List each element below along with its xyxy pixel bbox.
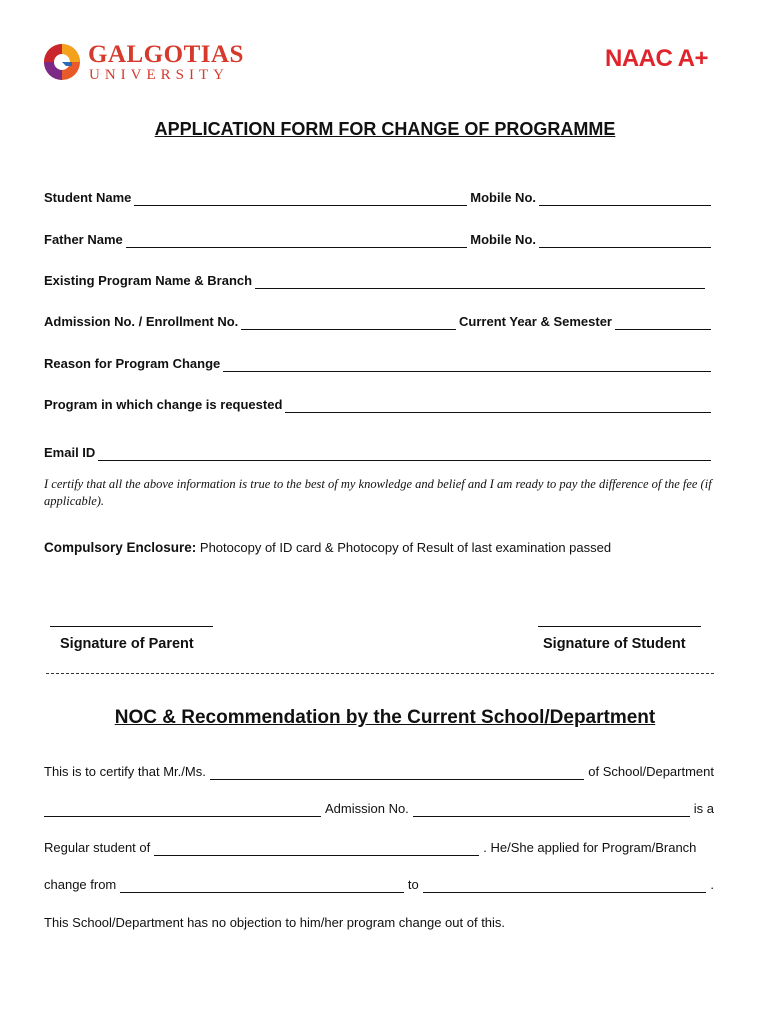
noc-admission-field[interactable] [413,804,690,817]
existing-program-label: Existing Program Name & Branch [44,273,253,288]
father-mobile-field[interactable] [539,235,711,248]
reason-label: Reason for Program Change [44,356,221,371]
year-semester-label: Current Year & Semester [459,314,612,329]
logo-subtitle: UNIVERSITY [89,67,229,83]
noc-line3-suffix: . He/She applied for Program/Branch [483,840,697,855]
noc-line-5 [44,915,714,931]
noc-line-4 [44,877,714,893]
admission-field[interactable] [241,317,456,330]
noc-regular-school-field[interactable] [154,843,479,856]
section-divider [46,673,714,674]
noc-line-3 [44,840,714,856]
student-name-field[interactable] [134,193,467,206]
parent-signature-label: Signature of Parent [60,636,194,652]
form-title: APPLICATION FORM FOR CHANGE OF PROGRAMME [154,119,616,139]
noc-line4-prefix: change from [44,877,117,892]
reason-row [44,356,714,372]
noc-line2-mid: Admission No. [324,801,409,816]
university-logo [42,40,262,86]
reason-field[interactable] [223,359,711,372]
noc-line4-suffix: . [710,877,715,892]
year-semester-field[interactable] [615,317,711,330]
noc-line1-suffix: of School/Department [588,764,714,779]
existing-program-field[interactable] [255,276,705,289]
requested-program-row [44,397,714,413]
existing-program-row [44,273,708,289]
admission-label: Admission No. / Enrollment No. [44,314,239,329]
noc-line-1 [44,764,714,780]
student-signature-label: Signature of Student [543,636,686,652]
requested-program-label: Program in which change is requested [44,397,283,412]
email-label: Email ID [44,445,96,460]
mobile-label: Mobile No. [470,232,536,247]
email-row [44,445,714,461]
enclosure-text: Photocopy of ID card & Photocopy of Result of last examination passed [199,540,612,555]
father-name-field[interactable] [126,235,468,248]
noc-change-to-field[interactable] [423,880,707,893]
parent-signature-line[interactable] [50,626,213,627]
noc-student-name-field[interactable] [210,767,584,780]
father-name-label: Father Name [44,232,123,247]
noc-line5-text: This School/Department has no objection to him/her program change out of this. [44,915,506,930]
certification-statement: I certify that all the above information is true to the best of my knowledge and belief and I am ready to pay the difference of the fee (if applicable). [44,477,712,508]
mobile-label: Mobile No. [470,190,536,205]
compulsory-enclosure [44,540,611,556]
noc-line3-prefix: Regular student of [44,840,151,855]
requested-program-field[interactable] [285,400,711,413]
logo-name: GALGOTIAS [88,41,244,68]
noc-line1-prefix: This is to certify that Mr./Ms. [44,764,206,779]
noc-school-field[interactable] [44,804,321,817]
student-signature-line[interactable] [538,626,701,627]
noc-line-2 [44,801,714,817]
naac-badge: NAAC A+ [605,45,708,72]
enclosure-label: Compulsory Enclosure: [44,540,197,555]
student-mobile-field[interactable] [539,193,711,206]
student-name-row [44,190,714,206]
noc-line4-mid: to [407,877,419,892]
email-field[interactable] [98,448,711,461]
student-name-label: Student Name [44,190,132,205]
noc-title: NOC & Recommendation by the Current School/Department [114,707,656,728]
admission-row [44,314,714,330]
noc-line2-suffix: is a [693,801,715,816]
father-name-row [44,232,714,248]
noc-change-from-field[interactable] [120,880,404,893]
galgotias-logo-icon [42,42,82,82]
